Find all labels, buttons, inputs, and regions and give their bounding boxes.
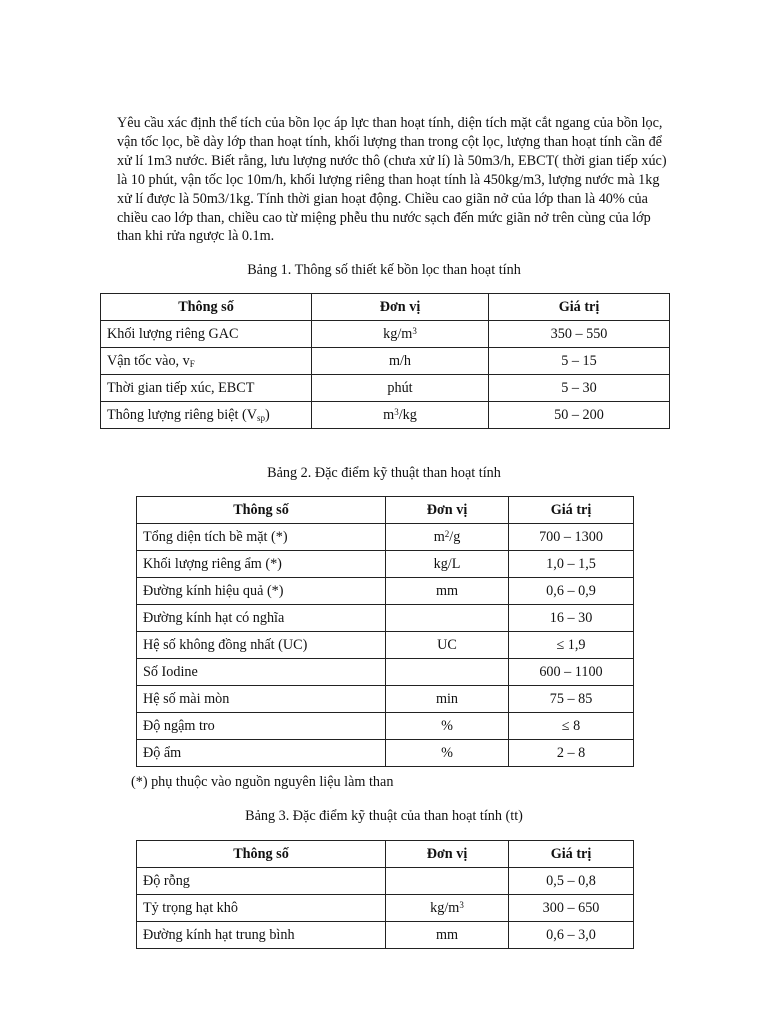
table1 <box>100 293 670 429</box>
table1-header-unit: Đơn vị <box>312 294 489 321</box>
table-cell-unit <box>386 868 509 895</box>
table-row <box>101 402 670 429</box>
table-row <box>137 632 634 659</box>
table1-header-param: Thông số <box>101 294 312 321</box>
table-row <box>137 659 634 686</box>
table-cell-unit <box>386 659 509 686</box>
table-row <box>137 605 634 632</box>
table-cell-param: Tổng diện tích bề mặt (*) <box>137 524 386 551</box>
table3-header-row <box>137 841 634 868</box>
table-cell-value: 5 – 15 <box>489 348 670 375</box>
table-cell-unit: % <box>386 713 509 740</box>
table-cell-param: Tỷ trọng hạt khô <box>137 895 386 922</box>
table-cell-param: Đường kính hạt có nghĩa <box>137 605 386 632</box>
table3-header-param: Thông số <box>137 841 386 868</box>
table2 <box>136 496 634 767</box>
table-cell-unit: $m^3/kg$ <box>312 402 489 429</box>
table2-caption: Bảng 2. Đặc điểm kỹ thuật than hoạt tính <box>267 465 501 481</box>
table-cell-value: 0,5 – 0,8 <box>509 868 634 895</box>
table-cell-value: 50 – 200 <box>489 402 670 429</box>
table2-header-value: Giá trị <box>509 497 634 524</box>
table3 <box>136 840 634 949</box>
table-cell-value: 5 – 30 <box>489 375 670 402</box>
table-cell-param: Khối lượng riêng GAC <box>101 321 312 348</box>
table-cell-param: Đường kính hạt trung bình <box>137 922 386 949</box>
table3-header-value: Giá trị <box>509 841 634 868</box>
table-cell-value: 1,0 – 1,5 <box>509 551 634 578</box>
table-cell-param: Độ ẩm <box>137 740 386 767</box>
table-row <box>137 551 634 578</box>
table-cell-value: 0,6 – 3,0 <box>509 922 634 949</box>
table-cell-unit <box>386 605 509 632</box>
table-row <box>137 922 634 949</box>
table-cell-value: 700 – 1300 <box>509 524 634 551</box>
table1-header-row <box>101 294 670 321</box>
table-cell-param: Độ ngậm tro <box>137 713 386 740</box>
table-cell-unit: phút <box>312 375 489 402</box>
table-cell-param: Hệ số mài mòn <box>137 686 386 713</box>
table-row <box>137 686 634 713</box>
table-cell-unit: $m^2/g$ <box>386 524 509 551</box>
table-cell-unit: % <box>386 740 509 767</box>
table3-header-unit: Đơn vị <box>386 841 509 868</box>
table-cell-unit: mm <box>386 922 509 949</box>
table-cell-value: 0,6 – 0,9 <box>509 578 634 605</box>
table-row <box>101 348 670 375</box>
table-cell-value: 16 – 30 <box>509 605 634 632</box>
table3-caption: Bảng 3. Đặc điểm kỹ thuật của than hoạt tính (tt) <box>245 808 523 824</box>
table-row <box>137 740 634 767</box>
table-cell-unit: m/h <box>312 348 489 375</box>
table-cell-value: 300 – 650 <box>509 895 634 922</box>
table-cell-param: Độ rỗng <box>137 868 386 895</box>
table-row <box>101 321 670 348</box>
problem-paragraph: Yêu cầu xác định thể tích của bồn lọc áp lực than hoạt tính, diện tích mặt cắt ngang của bồn lọc, vận tốc lọc, bề dày lớp than hoạt tính, khối lượng than trong cột lọc, lượng than hoạt tính cần để xử lí 1m3 nước. Biết rằng, lưu lượng nước thô (chưa xử lí) là 50m3/h, EBCT( thời gian tiếp xúc) là 10 phút, vận tốc lọc 10m/h, khối lượng riêng than hoạt tính là 450kg/m3, lượng nước mà 1kg xử lí được là 50m3/1kg. Tính thời gian hoạt động. Chiều cao giãn nở của lớp than là 40% của chiều cao lớp than, chiều cao từ miệng phễu thu nước sạch đến mức giãn nở trên cùng của lớp than khi rửa ngược là 0.1m. <box>117 115 667 245</box>
table2-header-row <box>137 497 634 524</box>
table-cell-value: 75 – 85 <box>509 686 634 713</box>
table-cell-unit: $kg/m^3$ <box>386 895 509 922</box>
table-cell-unit: kg/L <box>386 551 509 578</box>
table-cell-param: Vận tốc vào, $v_F$ <box>101 348 312 375</box>
table-cell-unit: UC <box>386 632 509 659</box>
table-cell-unit: $kg/m^3$ <box>312 321 489 348</box>
table-row <box>137 578 634 605</box>
table-cell-value: 600 – 1100 <box>509 659 634 686</box>
table1-header-value: Giá trị <box>489 294 670 321</box>
table2-header-param: Thông số <box>137 497 386 524</box>
table-cell-unit: mm <box>386 578 509 605</box>
table1-caption: Bảng 1. Thông số thiết kế bồn lọc than hoạt tính <box>247 262 521 278</box>
table-cell-value: ≤ 1,9 <box>509 632 634 659</box>
table-cell-param: Thông lượng riêng biệt $(V_{sp})$ <box>101 402 312 429</box>
table-cell-param: Đường kính hiệu quả (*) <box>137 578 386 605</box>
table-row <box>137 868 634 895</box>
table-cell-value: 2 – 8 <box>509 740 634 767</box>
table-row <box>137 895 634 922</box>
table-cell-param: Số Iodine <box>137 659 386 686</box>
table-cell-unit: min <box>386 686 509 713</box>
table2-header-unit: Đơn vị <box>386 497 509 524</box>
table-row <box>101 375 670 402</box>
table-row <box>137 524 634 551</box>
table-cell-param: Khối lượng riêng ẩm (*) <box>137 551 386 578</box>
table-cell-value: ≤ 8 <box>509 713 634 740</box>
table-row <box>137 713 634 740</box>
table2-footnote: (*) phụ thuộc vào nguồn nguyên liệu làm than <box>131 774 394 790</box>
table-cell-value: 350 – 550 <box>489 321 670 348</box>
table-cell-param: Hệ số không đồng nhất (UC) <box>137 632 386 659</box>
table-cell-param: Thời gian tiếp xúc, EBCT <box>101 375 312 402</box>
